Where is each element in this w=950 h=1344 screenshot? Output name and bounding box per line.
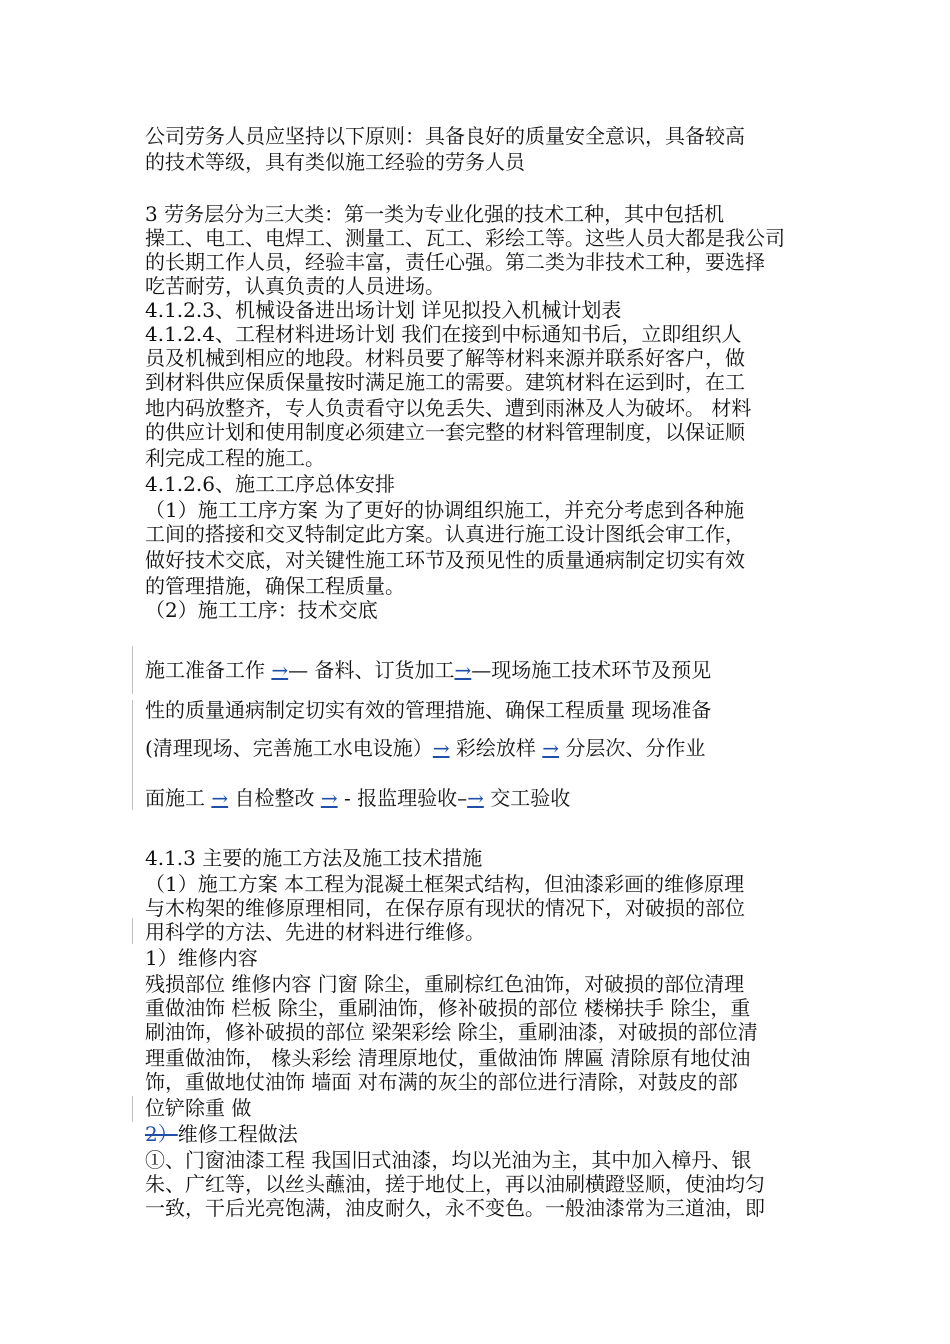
flow-row — [145, 736, 810, 760]
paragraph-line: 饰，重做地仗油饰 墙面 对布满的灰尘的部位进行清除，对鼓皮的部 — [145, 1070, 738, 1094]
paragraph-line: （1）施工工序方案 为了更好的协调组织施工，并充分考虑到各种施 — [145, 498, 745, 522]
paragraph-line: 残损部位 维修内容 门窗 除尘，重刷棕红色油饰，对破损的部位清理 — [145, 972, 745, 996]
paragraph-line: 重做油饰 栏板 除尘，重刷油饰，修补破损的部位 楼梯扶手 除尘，重 — [145, 996, 751, 1020]
paragraph-line: 4.1.2.4、工程材料进场计划 我们在接到中标通知书后，立即组织人 — [145, 322, 742, 346]
paragraph-line: 一致，干后光亮饱满，油皮耐久，永不变色。一般油漆常为三道油，即 — [145, 1196, 765, 1220]
paragraph-line: ①、门窗油漆工程 我国旧式油漆，均以光油为主，其中加入樟丹、银 — [145, 1148, 752, 1172]
paragraph-line: 利完成工程的施工。 — [145, 446, 325, 470]
subheading-text: 维修工程做法 — [177, 1122, 298, 1146]
paragraph-line: 理重做油饰， 椽头彩绘 清理原地仗，重做油饰 牌匾 清除原有地仗油 — [145, 1046, 751, 1070]
arrow-link[interactable]: → — [211, 786, 229, 810]
flow-text: —现场施工技术环节及预见 — [471, 658, 712, 682]
arrow-link[interactable]: → — [467, 786, 484, 810]
flow-text: — 备料、订货加工 — [288, 658, 455, 682]
paragraph-line: 工间的搭接和交叉特制定此方案。认真进行施工设计图纸会审工作， — [145, 522, 745, 546]
paragraph-line: （1）施工方案 本工程为混凝土框架式结构，但油漆彩画的维修原理 — [145, 872, 745, 896]
paragraph-line: 3 劳务层分为三大类：第一类为专业化强的技术工种，其中包括机 — [145, 202, 725, 226]
flow-row: 性的质量通病制定切实有效的管理措施、确保工程质量 现场准备 — [145, 698, 712, 722]
paragraph-line: 操工、电工、电焊工、测量工、瓦工、彩绘工等。这些人员大都是我公司 — [145, 226, 785, 250]
revision-bar — [132, 918, 133, 944]
paragraph-line: 的供应计划和使用制度必须建立一套完整的材料管理制度，以保证顺 — [145, 420, 745, 444]
arrow-link[interactable]: → — [542, 736, 560, 760]
deleted-text: 2） — [145, 1122, 178, 1146]
paragraph-line: （2）施工工序：技术交底 — [145, 598, 378, 622]
flow-row — [145, 658, 810, 682]
revision-bar — [132, 700, 133, 810]
subheading-repair-method — [145, 1122, 810, 1146]
paragraph-line: 的技术等级，具有类似施工经验的劳务人员 — [145, 150, 525, 174]
heading-construction-methods: 4.1.3 主要的施工方法及施工技术措施 — [145, 846, 483, 870]
paragraph-line: 公司劳务人员应坚持以下原则：具备良好的质量安全意识，具备较高 — [145, 124, 745, 148]
revision-bar — [132, 1096, 133, 1122]
heading-machinery-plan: 4.1.2.3、机械设备进出场计划 详见拟投入机械计划表 — [145, 298, 622, 322]
revision-bar — [132, 646, 133, 694]
subheading-repair-content: 1）维修内容 — [145, 946, 258, 970]
heading-process-arrangement: 4.1.2.6、施工工序总体安排 — [145, 472, 395, 496]
paragraph-line: 刷油饰，修补破损的部位 梁架彩绘 除尘，重刷油漆，对破损的部位清 — [145, 1020, 758, 1044]
arrow-link[interactable]: → — [432, 736, 450, 760]
paragraph-line: 的长期工作人员，经验丰富，责任心强。第二类为非技术工种，要选择 — [145, 250, 765, 274]
paragraph-line: 朱、广红等，以丝头蘸油，搓于地仗上，再以油刷横蹬竖顺，使油均匀 — [145, 1172, 765, 1196]
paragraph-line: 位铲除重 做 — [145, 1096, 252, 1120]
arrow-link[interactable]: → — [320, 786, 338, 810]
paragraph-line: 与木构架的维修原理相同，在保存原有现状的情况下，对破损的部位 — [145, 896, 745, 920]
flow-text: (清理现场、完善施工水电设施） — [145, 736, 433, 760]
paragraph-line: 员及机械到相应的地段。材料员要了解等材料来源并联系好客户，做 — [145, 346, 745, 370]
flow-text: 交工验收 — [483, 786, 571, 810]
flow-text: 分层次、分作业 — [559, 736, 706, 760]
paragraph-line: 做好技术交底，对关键性施工环节及预见性的质量通病制定切实有效 — [145, 548, 745, 572]
flow-text: 施工准备工作 — [145, 658, 272, 682]
paragraph-line: 到材料供应保质保量按时满足施工的需要。建筑材料在运到时，在工 — [145, 370, 745, 394]
flow-text: 面施工 — [145, 786, 212, 810]
flow-row — [145, 786, 810, 810]
flow-text: 自检整改 — [228, 786, 321, 810]
paragraph-line: 的管理措施，确保工程质量。 — [145, 574, 405, 598]
arrow-link[interactable]: → — [454, 658, 472, 682]
paragraph-line: 用科学的方法、先进的材料进行维修。 — [145, 920, 485, 944]
paragraph-line: 吃苦耐劳，认真负责的人员进场。 — [145, 274, 445, 298]
paragraph-line: 地内码放整齐，专人负责看守以免丢失、遭到雨淋及人为破坏。 材料 — [145, 396, 752, 420]
arrow-link[interactable]: → — [271, 658, 289, 682]
flow-text: 彩绘放样 — [449, 736, 543, 760]
flow-text: - 报监理验收– — [337, 786, 468, 810]
